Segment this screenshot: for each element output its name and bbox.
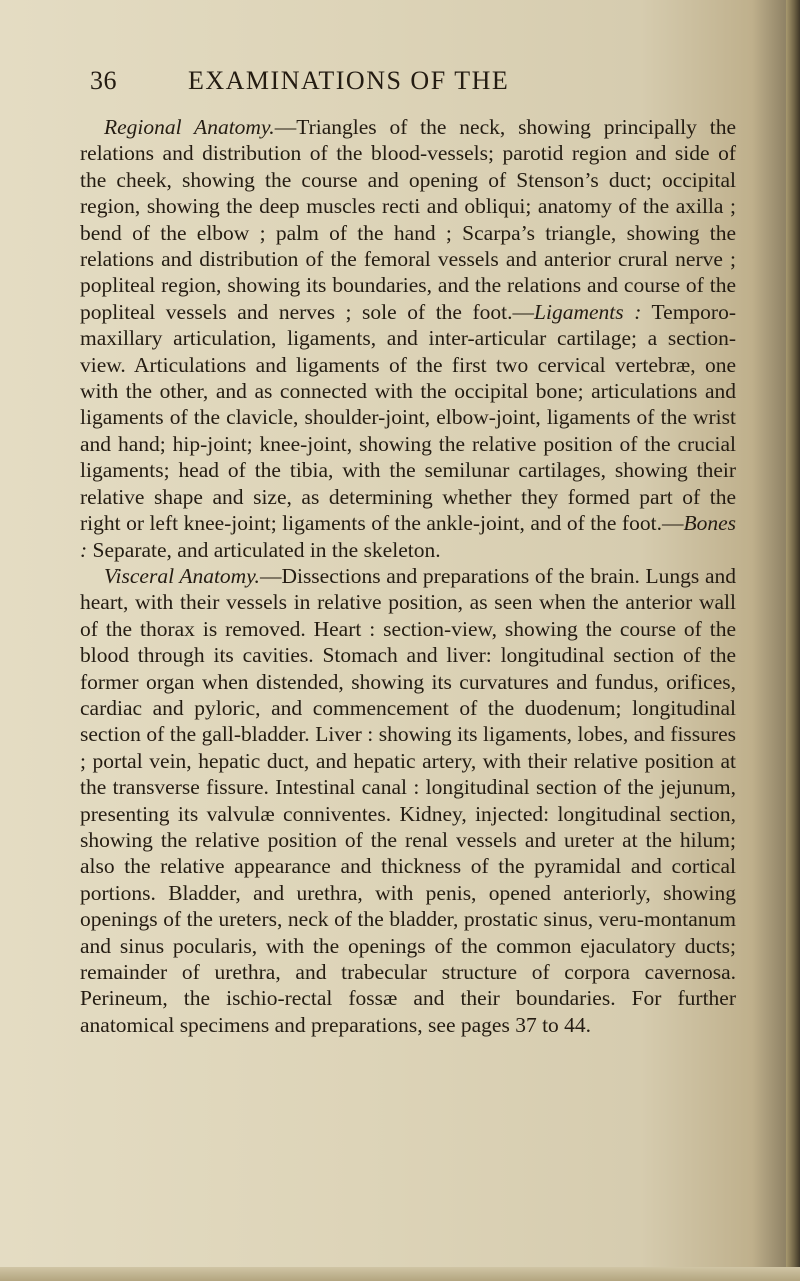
visceral-anatomy-text: —Dissections and preparations of the brain. Lungs and heart, with their vessels in relative position, as seen when the anterior wall of the thorax is removed. Heart : section-view, showing the course of the blood through its cavities. Stomach and liver: longitudinal section of the former organ when distended, showing its curvatures and fundus, orifices, cardiac and pyloric, and commencement of the duodenum; longitudinal section of the gall-bladder. Liver : showing its ligaments, lobes, and fissures ; portal vein, hepatic duct, and hepatic artery, with their relative position at the transverse fissure. Intestinal canal : longitudinal section of the jejunum, presenting its valvulæ conniventes. Kidney, injected: longitudinal section, showing the relative position of the renal vessels and ureter at the hilum; also the relative appearance and thickness of the pyramidal and cortical portions. Bladder, and urethra, with penis, opened anteriorly, showing openings of the ureters, neck of the bladder, prostatic sinus, veru-montanum and sinus pocularis, with the openings of the common ejaculatory ducts; remainder of urethra, and trabecular structure of corpora cavernosa. Perineum, the ischio-rectal fossæ and their boundaries. For further anatomical specimens and preparations, see pages 37 to 44. xyxy=(80,563,736,1037)
visceral-anatomy-paragraph xyxy=(80,563,736,1038)
running-title: EXAMINATIONS OF THE xyxy=(188,66,510,95)
bones-text: Separate, and articulated in the skeleton. xyxy=(87,537,441,562)
regional-anatomy-paragraph xyxy=(80,114,736,563)
body-text xyxy=(80,114,736,1038)
regional-anatomy-text: —Triangles of the neck, showing principally the relations and distribution of the blood-vessels; parotid region and side of the cheek, showing the course and opening of Stenson’s duct; occipital region, showing the deep muscles recti and obliqui; anatomy of the axilla ; bend of the elbow ; palm of the hand ; Scarpa’s triangle, showing the relations and distribution of the femoral vessels and anterior crural nerve ; popliteal region, showing its boundaries, and the relations and course of the popliteal vessels and nerves ; sole of the foot.— xyxy=(80,115,736,324)
bones-heading: Bones : xyxy=(80,511,736,562)
page-number: 36 xyxy=(90,66,117,95)
ligaments-heading: Ligaments : xyxy=(534,299,642,324)
page-edge-shadow xyxy=(786,0,800,1281)
ligaments-text: Temporo-maxillary articulation, ligaments, and inter-articular cartilage; a section-view. Articulations and ligaments of the first two cervical vertebræ, one with the other, and as connected with the occipital bone; articulations and ligaments of the clavicle, shoulder-joint, elbow-joint, ligaments of the wrist and hand; hip-joint; knee-joint, showing the relative position of the crucial ligaments; head of the tibia, with the semilunar cartilages, showing their relative shape and size, as determining whether they formed part of the right or left knee-joint; ligaments of the ankle-joint, and of the foot.— xyxy=(80,299,736,536)
running-head xyxy=(90,66,730,100)
visceral-anatomy-heading: Visceral Anatomy. xyxy=(104,563,260,588)
page-bottom-edge xyxy=(0,1267,800,1281)
regional-anatomy-heading: Regional Anatomy. xyxy=(104,115,275,139)
